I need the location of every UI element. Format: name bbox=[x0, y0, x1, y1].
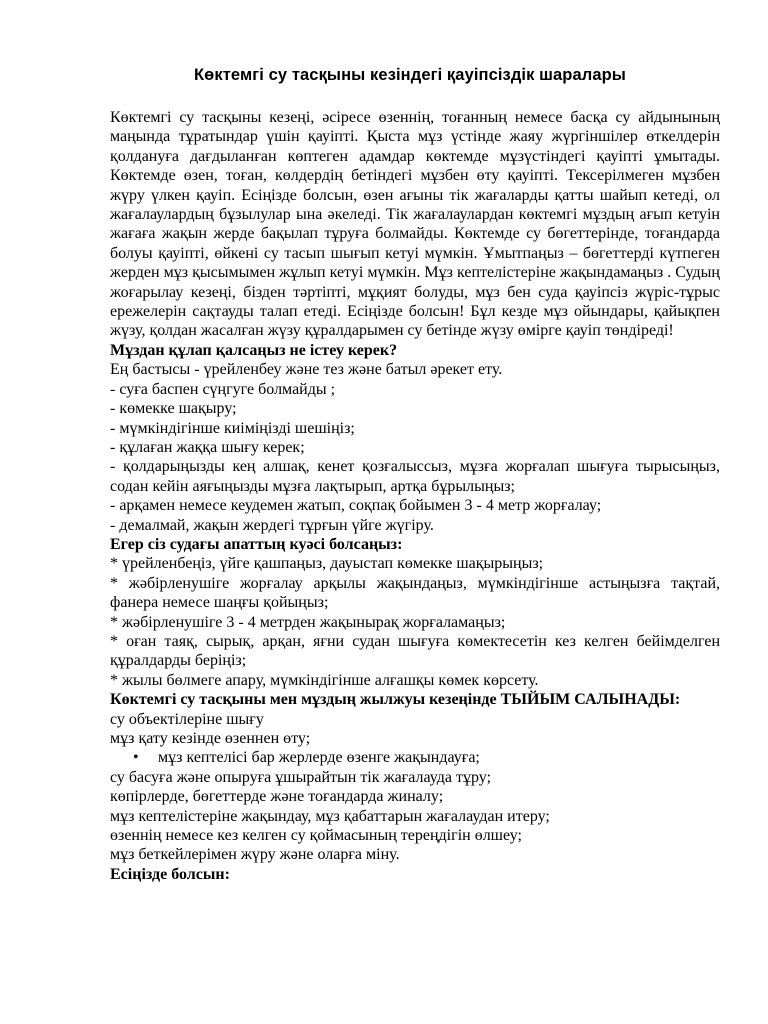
section-heading-fall-through-ice: Мұздан құлап қалсаңыз не істеу керек? bbox=[110, 341, 398, 359]
list-item: - демалмай, жақын жердегі тұрғын үйге жүгіру. bbox=[110, 516, 434, 534]
list-item: көпірлерде, бөгеттерде және тоғандарда жиналу; bbox=[110, 788, 444, 806]
footer-heading: Есіңізде болсын: bbox=[110, 865, 230, 883]
list-item: - арқамен немесе кеудемен жатып, соқпақ бойымен 3 - 4 метр жорғалау; bbox=[110, 497, 602, 515]
section-heading-prohibited: Көктемгі су тасқыны мен мұздың жылжуы кезеңінде ТЫЙЫМ САЛЫНАДЫ: bbox=[110, 691, 681, 709]
list-item: * үрейленбеңіз, үйге қашпаңыз, дауыстап көмекке шақырыңыз; bbox=[110, 555, 544, 573]
bulleted-list-item bbox=[110, 748, 720, 767]
document-body bbox=[110, 108, 720, 884]
document-title: Көктемгі су тасқыны кезіндегі қауіпсіздік шаралары bbox=[194, 66, 626, 84]
list-item: өзеннің немесе кез келген су қоймасының тереңдігін өлшеу; bbox=[110, 827, 522, 845]
list-item: - суға баспен сүңгуге болмайды ; bbox=[110, 380, 336, 398]
list-item: мұз беткейлерімен жүру және оларға міну. bbox=[110, 846, 400, 864]
list-item: * оған таяқ, сырық, арқан, яғни судан шығуға көмектесетін кез келген бейімделген құралдарды беріңіз; bbox=[110, 632, 720, 670]
list-item: мұз кептелістеріне жақындау, мұз қабаттарын жағалаудан итеру; bbox=[110, 807, 550, 825]
list-item: * жылы бөлмеге апару, мүмкіндігінше алғашқы көмек көрсету. bbox=[110, 671, 539, 689]
list-item: су объектілеріне шығу bbox=[110, 710, 264, 728]
list-item: * жәбірленушіге 3 - 4 метрден жақынырақ жорғаламаңыз; bbox=[110, 613, 506, 631]
bulleted-list-item-text: мұз кептелісі бар жерлерде өзенге жақындауға; bbox=[158, 749, 480, 767]
list-item: - қолдарыңызды кең алшақ, кенет қозғалыссыз, мұзға жорғалап шығуға тырысыңыз, содан кейін аяғыңызды мұзға лақтырып, артқа бұрылыңыз; bbox=[110, 458, 720, 495]
list-item: * жәбірленушіге жорғалау арқылы жақындаңыз, мүмкіндігінше астыңызға тақтай, фанера немесе шаңғы қойыңыз; bbox=[110, 574, 720, 612]
intro-paragraph: Көктемгі су тасқыны кезеңі, әсіресе өзеннің, тоғанның немесе басқа су айдынының маңында тұратындар үшін қауіпті. Қыста мұз үстінде жаяу жүргіншілер өткелдерін қолдануға дағдыланған көптеген адамдар көктемде мұзүстіндегі қауіпті ұмытады. Көктемде өзен, тоған, көлдердің бетіндегі мұзбен өту қауіпті. Тексерілмеген мұзбен жүру үлкен қауіп. Есіңізде болсын, өзен ағыны тік жағаларды қатты шайып кетеді, ол жағалаулардың бұзылулар ына әкеледі. Тік жағалаулардан көктемгі мұздың ағып кетуін жағаға жақын жерде бақылап тұруға болмайды. Көктемде су бөгеттерінде, тоғандарда болуы қауіпті, өйкені су тасып шығып кетуі мүмкін. Ұмытпаңыз – бөгеттерді күтпеген жерден мұз қысымымен жұлып кетуі мүмкін. Мұз кептелістеріне жақындамаңыз . Судың жоғарылау кезеңі, бізден тәртіпті, мұқият болуды, мұз бен суда қауіпсіз жүріс-тұрыс ережелерін сақтауды талап етеді. Есіңізде болсын! Бұл кезде мұз ойындары, қайықпен жүзу, қолдан жасалған жүзу құралдарымен су бетінде жүзу өмірге қауіп төндіреді! bbox=[110, 109, 720, 340]
list-item: мұз қату кезінде өзеннен өту; bbox=[110, 730, 311, 747]
section-heading-witness: Егер сіз судағы апаттың куәсі болсаңыз: bbox=[110, 535, 403, 553]
bullet-icon: • bbox=[133, 749, 139, 767]
list-item: - мүмкіндігінше киіміңізді шешіңіз; bbox=[110, 419, 355, 437]
list-item: - көмекке шақыру; bbox=[110, 400, 237, 418]
section-lead: Ең бастысы - үрейленбеу және тез және батыл әрекет ету. bbox=[110, 361, 503, 379]
list-item: су басуға және опыруға ұшырайтын тік жағалауда тұру; bbox=[110, 768, 492, 786]
list-item: - құлаған жаққа шығу керек; bbox=[110, 438, 305, 456]
